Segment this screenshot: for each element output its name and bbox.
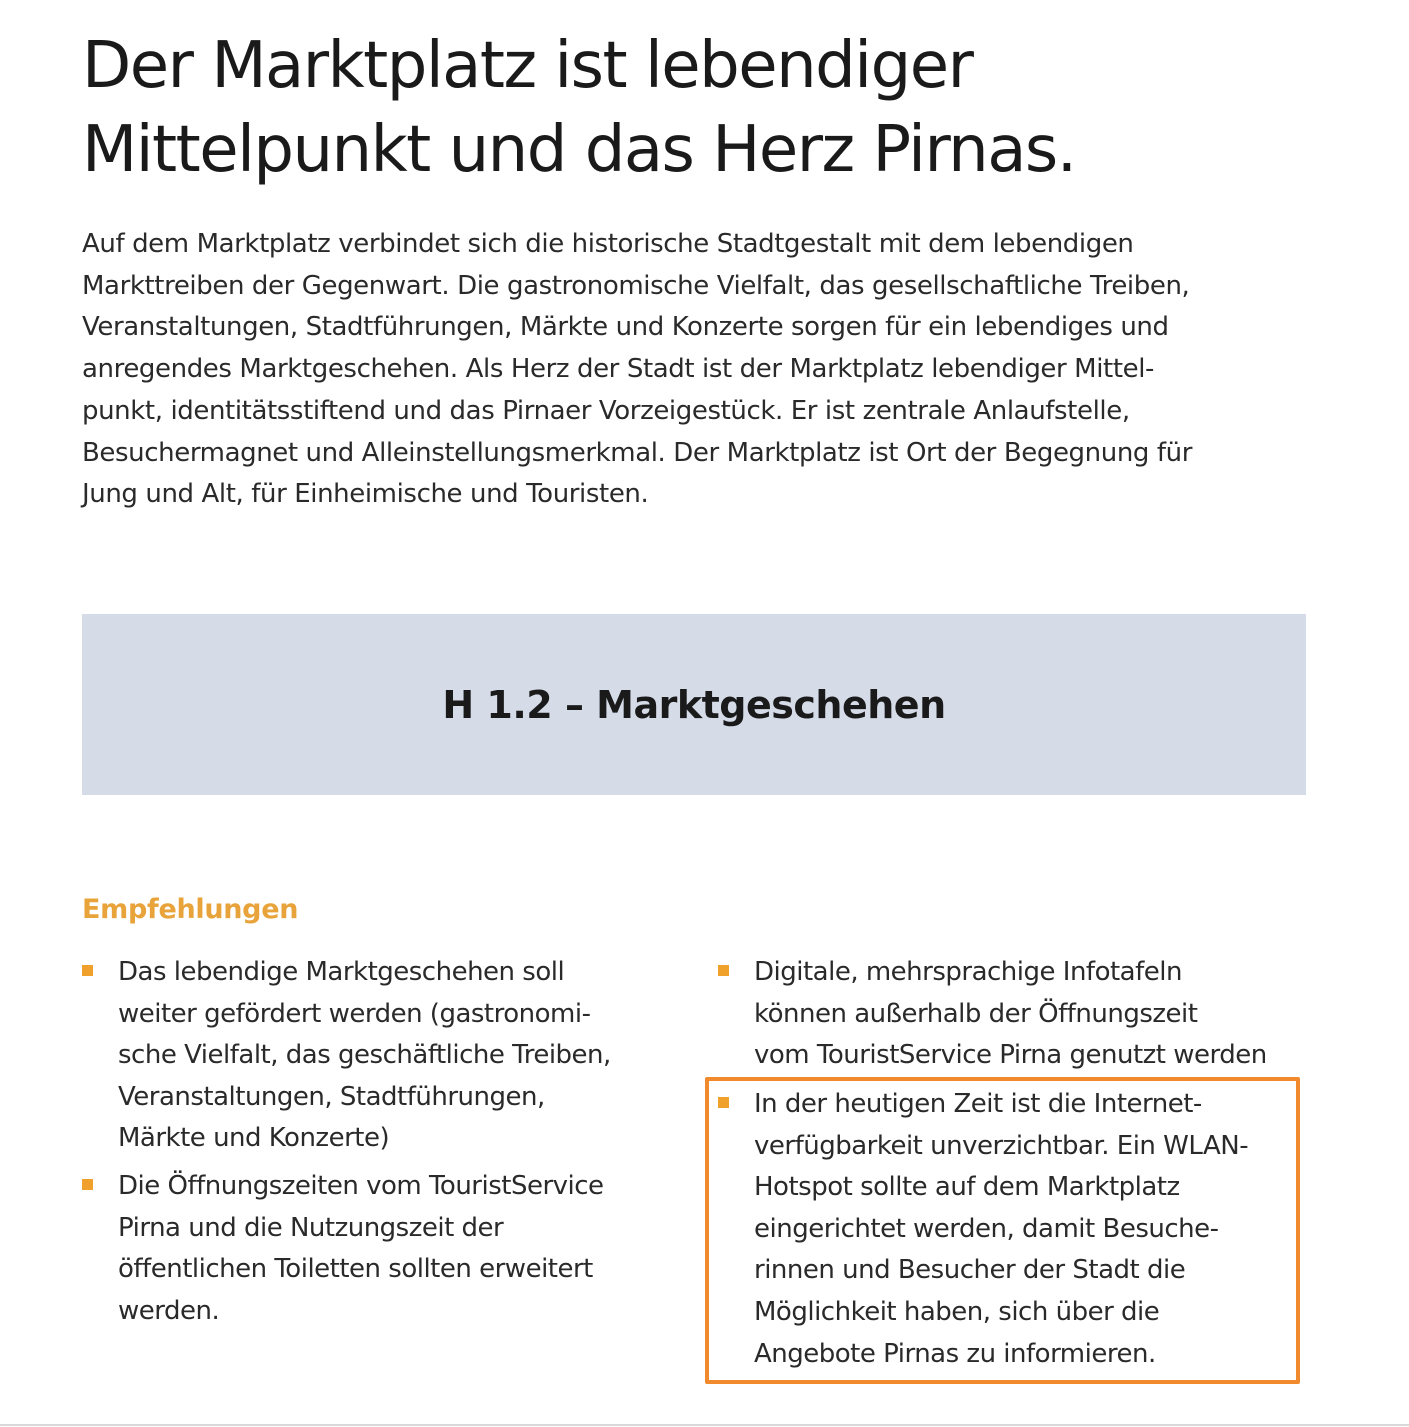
recommendation-line: sche Vielfalt, das geschäftliche Treiben, (118, 1040, 611, 1071)
recommendation-line: eingerichtet werden, damit Besuche- (754, 1213, 1219, 1244)
recommendation-item-highlighted (718, 1084, 1298, 1376)
page-title (82, 24, 1322, 192)
recommendation-line: Veranstaltungen, Stadtführungen, (118, 1081, 545, 1112)
recommendation-line: verfügbarkeit unverzichtbar. Ein WLAN- (754, 1130, 1249, 1161)
page-title-line-1: Der Marktplatz ist lebendiger (82, 29, 973, 103)
intro-line: Markttreiben der Gegenwart. Die gastronomische Vielfalt, das gesellschaftliche Treiben, (82, 270, 1190, 301)
recommendation-line: Das lebendige Marktgeschehen soll (118, 957, 565, 987)
recommendation-line: Die Öffnungszeiten vom TouristService (118, 1171, 604, 1201)
intro-line: Besuchermagnet und Alleinstellungsmerkmal. Der Marktplatz ist Ort der Begegnung für (82, 437, 1192, 468)
page-title-line-2: Mittelpunkt und das Herz Pirnas. (82, 113, 1076, 187)
recommendation-line: weiter gefördert werden (gastronomi- (118, 998, 591, 1029)
recommendation-line: Angebote Pirnas zu informieren. (754, 1338, 1156, 1369)
intro-line: punkt, identitätsstiftend und das Pirnaer Vorzeigestück. Er ist zentrale Anlaufstelle, (82, 395, 1130, 426)
recommendation-item (82, 1166, 682, 1336)
recommendation-line: Pirna und die Nutzungszeit der (118, 1212, 504, 1243)
section-banner (82, 614, 1306, 795)
recommendations-heading: Empfehlungen (82, 894, 299, 925)
recommendation-line: Märkte und Konzerte) (118, 1123, 390, 1154)
recommendation-line: öffentlichen Toiletten sollten erweitert (118, 1254, 593, 1285)
bullet-icon (718, 1097, 729, 1108)
recommendation-text (118, 952, 611, 1160)
recommendation-line: Hotspot sollte auf dem Marktplatz (754, 1172, 1180, 1203)
bottom-divider (0, 1424, 1409, 1426)
bullet-icon (82, 965, 93, 976)
recommendation-text (754, 952, 1267, 1077)
recommendation-item (718, 952, 1318, 1078)
recommendation-line: Möglichkeit haben, sich über die (754, 1296, 1160, 1327)
intro-paragraph (82, 224, 1322, 516)
recommendation-line: können außerhalb der Öffnungszeit (754, 998, 1198, 1029)
recommendation-line: werden. (118, 1295, 220, 1326)
recommendation-text (118, 1166, 604, 1332)
intro-line: anregendes Marktgeschehen. Als Herz der Stadt ist der Marktplatz lebendiger Mittel- (82, 354, 1155, 385)
section-title: H 1.2 – Marktgeschehen (442, 682, 946, 727)
intro-line: Jung und Alt, für Einheimische und Touristen. (82, 479, 649, 510)
recommendation-line: vom TouristService Pirna genutzt werden (754, 1040, 1267, 1071)
recommendation-line: Digitale, mehrsprachige Infotafeln (754, 957, 1182, 987)
recommendation-text (754, 1084, 1248, 1375)
intro-line: Auf dem Marktplatz verbindet sich die historische Stadtgestalt mit dem lebendigen (82, 229, 1134, 259)
recommendation-line: In der heutigen Zeit ist die Internet- (754, 1089, 1202, 1119)
recommendation-line: rinnen und Besucher der Stadt die (754, 1255, 1186, 1286)
intro-line: Veranstaltungen, Stadtführungen, Märkte und Konzerte sorgen für ein lebendiges und (82, 312, 1169, 343)
bullet-icon (718, 965, 729, 976)
recommendation-item (82, 952, 682, 1162)
bullet-icon (82, 1179, 93, 1190)
